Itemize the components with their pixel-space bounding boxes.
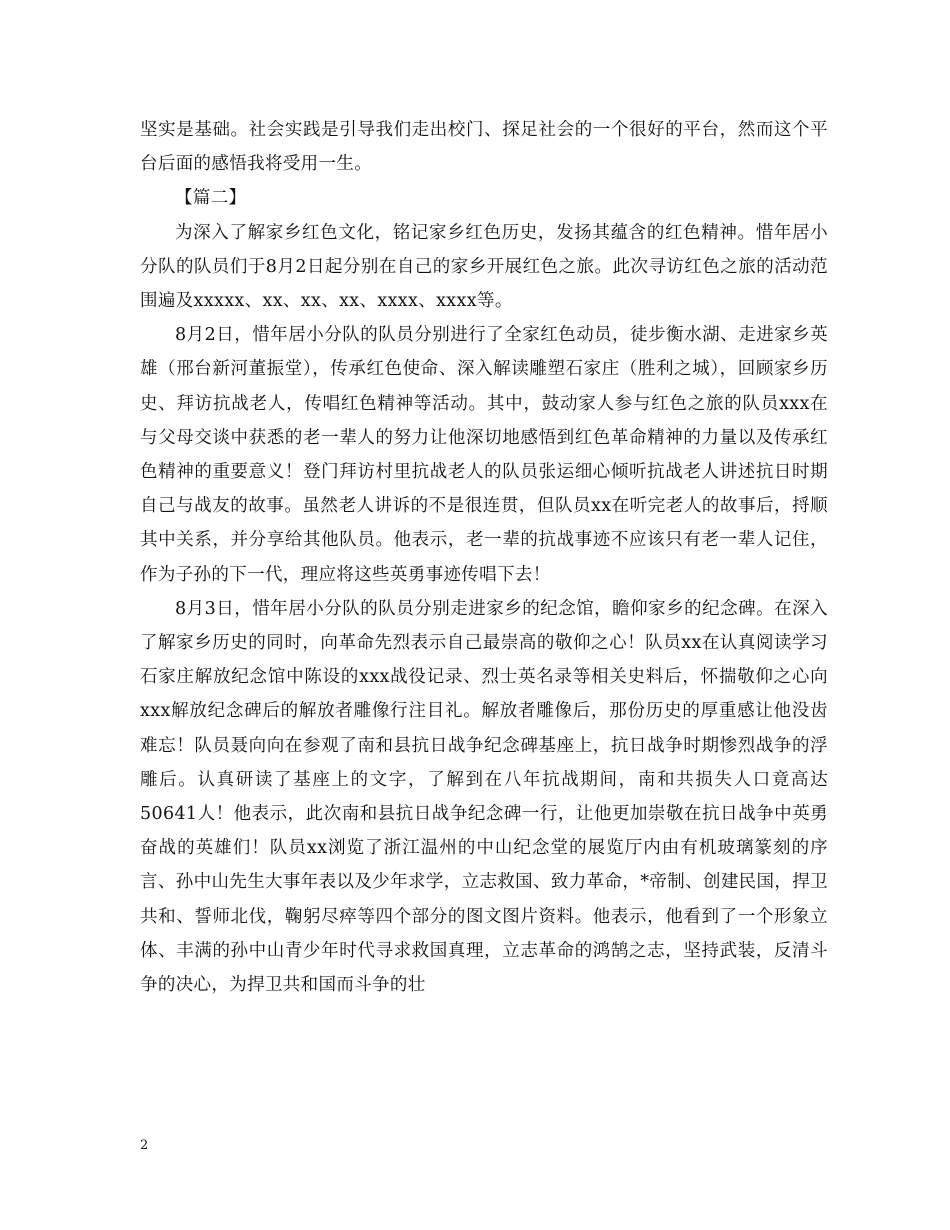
- page-number: 2: [140, 1138, 149, 1153]
- paragraph-1: 坚实是基础。社会实践是引导我们走出校门、探足社会的一个很好的平台，然而这个平台后面的感悟我将受用一生。: [140, 120, 828, 175]
- section-heading: 【篇二】: [175, 188, 247, 209]
- paragraph-4: 8月3日，惜年居小分队的队员分别走进家乡的纪念馆，瞻仰家乡的纪念碑。在深入了解家乡历史的同时，向革命先烈表示自己最崇高的敬仰之心！队员xx在认真阅读学习石家庄解放纪念馆中陈设的xxx战役记录、烈士英名录等相关史料后，怀揣敬仰之心向xxx解放纪念碑后的解放者雕像行注目礼。解放者雕像后，那份历史的厚重感让他没齿难忘！队员聂向向在参观了南和县抗日战争纪念碑基座上，抗日战争时期惨烈战争的浮雕后。认真研读了基座上的文字，了解到在八年抗战期间，南和共损失人口竟高达50641人！他表示，此次南和县抗日战争纪念碑一行，让他更加崇敬在抗日战争中英勇奋战的英雄们！队员xx浏览了浙江温州的中山纪念堂的展览厅内由有机玻璃篆刻的序言、孙中山先生大事年表以及少年求学，立志救国、致力革命，*帝制、创建民国，捍卫共和、誓师北伐，鞠躬尽瘁等四个部分的图文图片资料。他表示，他看到了一个形象立体、丰满的孙中山青少年时代寻求救国真理，立志革命的鸿鹄之志，坚持武装，反清斗争的决心，为捍卫共和国而斗争的壮: [140, 598, 828, 996]
- paragraph-2: 为深入了解家乡红色文化，铭记家乡红色历史，发扬其蕴含的红色精神。惜年居小分队的队员们于8月2日起分别在自己的家乡开展红色之旅。此次寻访红色之旅的活动范围遍及xxxxx、xx、xx、xx、xxxx、xxxx等。: [140, 222, 828, 312]
- paragraph-3: 8月2日，惜年居小分队的队员分别进行了全家红色动员，徒步衡水湖、走进家乡英雄（邢台新河董振堂），传承红色使命、深入解读雕塑石家庄（胜利之城），回顾家乡历史、拜访抗战老人，传唱红色精神等活动。其中，鼓动家人参与红色之旅的队员xxx在与父母交谈中获悉的老一辈人的努力让他深切地感悟到红色革命精神的力量以及传承红色精神的重要意义！登门拜访村里抗战老人的队员张运细心倾听抗战老人讲述抗日时期自己与战友的故事。虽然老人讲诉的不是很连贯，但队员xx在听完老人的故事后，捋顺其中关系，并分享给其他队员。他表示，老一辈的抗战事迹不应该只有老一辈人记住，作为子孙的下一代，理应将这些英勇事迹传唱下去！: [140, 325, 828, 585]
- body-text: [140, 113, 828, 1002]
